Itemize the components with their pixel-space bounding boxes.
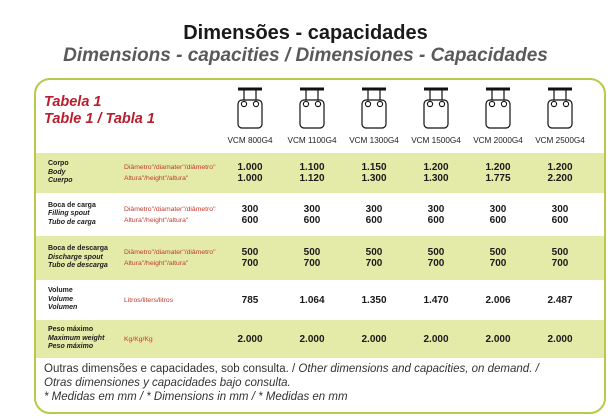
cell-value: 1.150 xyxy=(361,162,387,173)
cell-value: 1.350 xyxy=(361,294,387,306)
cell-value: 785 xyxy=(241,294,259,306)
dimension-unit: Altura"/height"/altura" xyxy=(124,175,189,182)
capacity-table-panel xyxy=(34,78,606,414)
table-cell xyxy=(529,204,591,226)
model-column-header xyxy=(281,86,343,145)
table-cell xyxy=(281,162,343,184)
cell-value: 2.000 xyxy=(485,333,511,345)
model-name: VCM 800G4 xyxy=(227,136,273,145)
table-cell xyxy=(219,162,281,184)
table-cell xyxy=(529,295,591,306)
table-cell xyxy=(467,295,529,306)
cell-value: 700 xyxy=(489,258,507,269)
table-cell xyxy=(219,295,281,306)
cell-value: 300 xyxy=(489,203,507,215)
container-icon xyxy=(421,86,451,132)
row-label-es: Peso máximo xyxy=(48,343,94,350)
table-cell xyxy=(529,247,591,269)
row-label-pt: Corpo xyxy=(48,160,69,167)
cell-value: 1.300 xyxy=(361,173,387,184)
table-cell xyxy=(405,295,467,306)
table-label-en-es: Table 1 / Tabla 1 xyxy=(44,111,155,127)
row-dimension-units xyxy=(124,295,173,306)
model-column-header xyxy=(405,86,467,145)
row-label-pt: Peso máximo xyxy=(48,326,94,333)
cell-value: 500 xyxy=(241,247,259,258)
row-label-es: Volumen xyxy=(48,304,78,311)
cell-value: 1.000 xyxy=(237,173,263,184)
container-icon xyxy=(359,86,389,132)
cell-value: 300 xyxy=(427,203,445,215)
table-cell xyxy=(467,334,529,345)
cell-value: 1.200 xyxy=(485,162,511,173)
cell-value: 2.000 xyxy=(299,333,325,345)
dimension-unit: Diâmetro"/diamater"/diâmetro" xyxy=(124,164,216,171)
table-row xyxy=(36,193,604,236)
table-cell xyxy=(405,204,467,226)
cell-value: 2.000 xyxy=(237,333,263,345)
dimension-unit: Litros/liters/litros xyxy=(124,296,174,304)
dimension-unit: Kg/Kg/Kg xyxy=(124,335,153,343)
cell-value: 1.000 xyxy=(237,162,263,173)
model-name: VCM 1300G4 xyxy=(349,136,399,145)
cell-value: 600 xyxy=(365,214,383,226)
cell-value: 500 xyxy=(303,247,321,258)
page-subtitle: Dimensions - capacities / Dimensiones - Capacidades xyxy=(63,45,548,66)
cell-value: 700 xyxy=(427,258,445,269)
model-name: VCM 1100G4 xyxy=(287,136,337,145)
cell-value: 2.000 xyxy=(547,333,573,345)
footnote-units: * Medidas em mm / * Dimensions in mm / * Medidas en mm xyxy=(44,391,348,403)
footnote-en: Other dimensions and capacities, on demand. / xyxy=(298,363,539,375)
cell-value: 700 xyxy=(241,258,259,269)
cell-value: 2.200 xyxy=(547,173,573,184)
footnote-es: Otras dimensiones y capacidades bajo consulta. xyxy=(44,377,291,389)
row-label xyxy=(48,202,96,228)
model-column-header xyxy=(343,86,405,145)
row-label-en: Discharge spout xyxy=(48,253,103,261)
table-label xyxy=(44,94,155,128)
table-cell xyxy=(219,334,281,345)
model-column-header xyxy=(219,86,281,145)
table-cell xyxy=(467,247,529,269)
table-cell xyxy=(343,295,405,306)
model-column-header xyxy=(467,86,529,145)
table-cell xyxy=(405,162,467,184)
table-cell xyxy=(529,334,591,345)
cell-value: 600 xyxy=(303,214,321,226)
table-cell xyxy=(343,162,405,184)
table-cell xyxy=(405,334,467,345)
table-cell xyxy=(343,334,405,345)
table-cell xyxy=(529,162,591,184)
model-name: VCM 1500G4 xyxy=(411,136,461,145)
cell-value: 700 xyxy=(551,258,569,269)
footnote xyxy=(44,362,599,404)
table-cell xyxy=(219,247,281,269)
table-cell xyxy=(281,247,343,269)
container-icon xyxy=(483,86,513,132)
table-label-pt: Tabela 1 xyxy=(44,94,102,110)
table-row xyxy=(36,236,604,280)
cell-value: 600 xyxy=(241,214,259,226)
cell-value: 1.100 xyxy=(299,162,325,173)
table-row xyxy=(36,320,604,358)
model-column-header xyxy=(529,86,591,145)
row-label xyxy=(48,287,77,313)
cell-value: 1.064 xyxy=(299,294,325,306)
cell-value: 300 xyxy=(551,203,569,215)
model-name: VCM 2500G4 xyxy=(535,136,585,145)
table-cell xyxy=(281,295,343,306)
cell-value: 2.000 xyxy=(361,333,387,345)
table-row xyxy=(36,280,604,320)
cell-value: 600 xyxy=(489,214,507,226)
cell-value: 300 xyxy=(365,203,383,215)
row-dimension-units xyxy=(124,204,215,226)
dimension-unit: Altura"/height"/altura" xyxy=(124,216,189,224)
model-name: VCM 2000G4 xyxy=(473,136,523,145)
row-label-es: Tubo de carga xyxy=(48,218,96,226)
footnote-pt: Outras dimensões e capacidades, sob consulta. / xyxy=(44,363,299,375)
cell-value: 700 xyxy=(303,258,321,269)
row-dimension-units xyxy=(124,334,153,345)
cell-value: 2.006 xyxy=(485,294,511,306)
cell-value: 1.120 xyxy=(299,173,325,184)
cell-value: 1.470 xyxy=(423,294,449,306)
row-label-pt: Boca de carga xyxy=(48,201,96,209)
table-cell xyxy=(281,334,343,345)
container-icon xyxy=(235,86,265,132)
table-cell xyxy=(467,162,529,184)
cell-value: 600 xyxy=(427,214,445,226)
cell-value: 2.487 xyxy=(547,294,573,306)
table-cell xyxy=(343,247,405,269)
cell-value: 500 xyxy=(365,247,383,258)
row-label-pt: Boca de descarga xyxy=(48,245,108,252)
cell-value: 700 xyxy=(365,258,383,269)
row-label xyxy=(48,326,104,352)
row-label-en: Maximum weight xyxy=(48,334,105,342)
row-label-en: Volume xyxy=(48,295,74,303)
cell-value: 600 xyxy=(551,214,569,226)
cell-value: 500 xyxy=(489,247,507,258)
dimension-unit: Altura"/height"/altura" xyxy=(124,260,189,267)
table-cell xyxy=(405,247,467,269)
row-label xyxy=(48,245,108,271)
container-icon xyxy=(297,86,327,132)
row-label-es: Cuerpo xyxy=(48,177,73,184)
row-dimension-units xyxy=(124,247,215,269)
cell-value: 2.000 xyxy=(423,333,449,345)
dimension-unit: Diâmetro"/diamater"/diâmetro" xyxy=(124,249,216,256)
cell-value: 300 xyxy=(303,203,321,215)
cell-value: 500 xyxy=(427,247,445,258)
table-cell xyxy=(343,204,405,226)
cell-value: 1.200 xyxy=(547,162,573,173)
row-label-en: Filling spout xyxy=(48,210,90,217)
row-label-pt: Volume xyxy=(48,287,73,294)
cell-value: 1.200 xyxy=(423,162,449,173)
dimension-unit: Diâmetro"/diamater"/diâmetro" xyxy=(124,205,216,213)
cell-value: 500 xyxy=(551,247,569,258)
container-icon xyxy=(545,86,575,132)
table-cell xyxy=(281,204,343,226)
table-cell xyxy=(467,204,529,226)
page-title: Dimensões - capacidades xyxy=(183,22,428,44)
cell-value: 300 xyxy=(241,203,259,215)
row-label-en: Body xyxy=(48,168,66,176)
row-label xyxy=(48,160,73,186)
table-cell xyxy=(219,204,281,226)
cell-value: 1.300 xyxy=(423,173,449,184)
table-row xyxy=(36,153,604,193)
cell-value: 1.775 xyxy=(485,173,511,184)
row-label-es: Tubo de descarga xyxy=(48,262,108,269)
row-dimension-units xyxy=(124,162,215,184)
